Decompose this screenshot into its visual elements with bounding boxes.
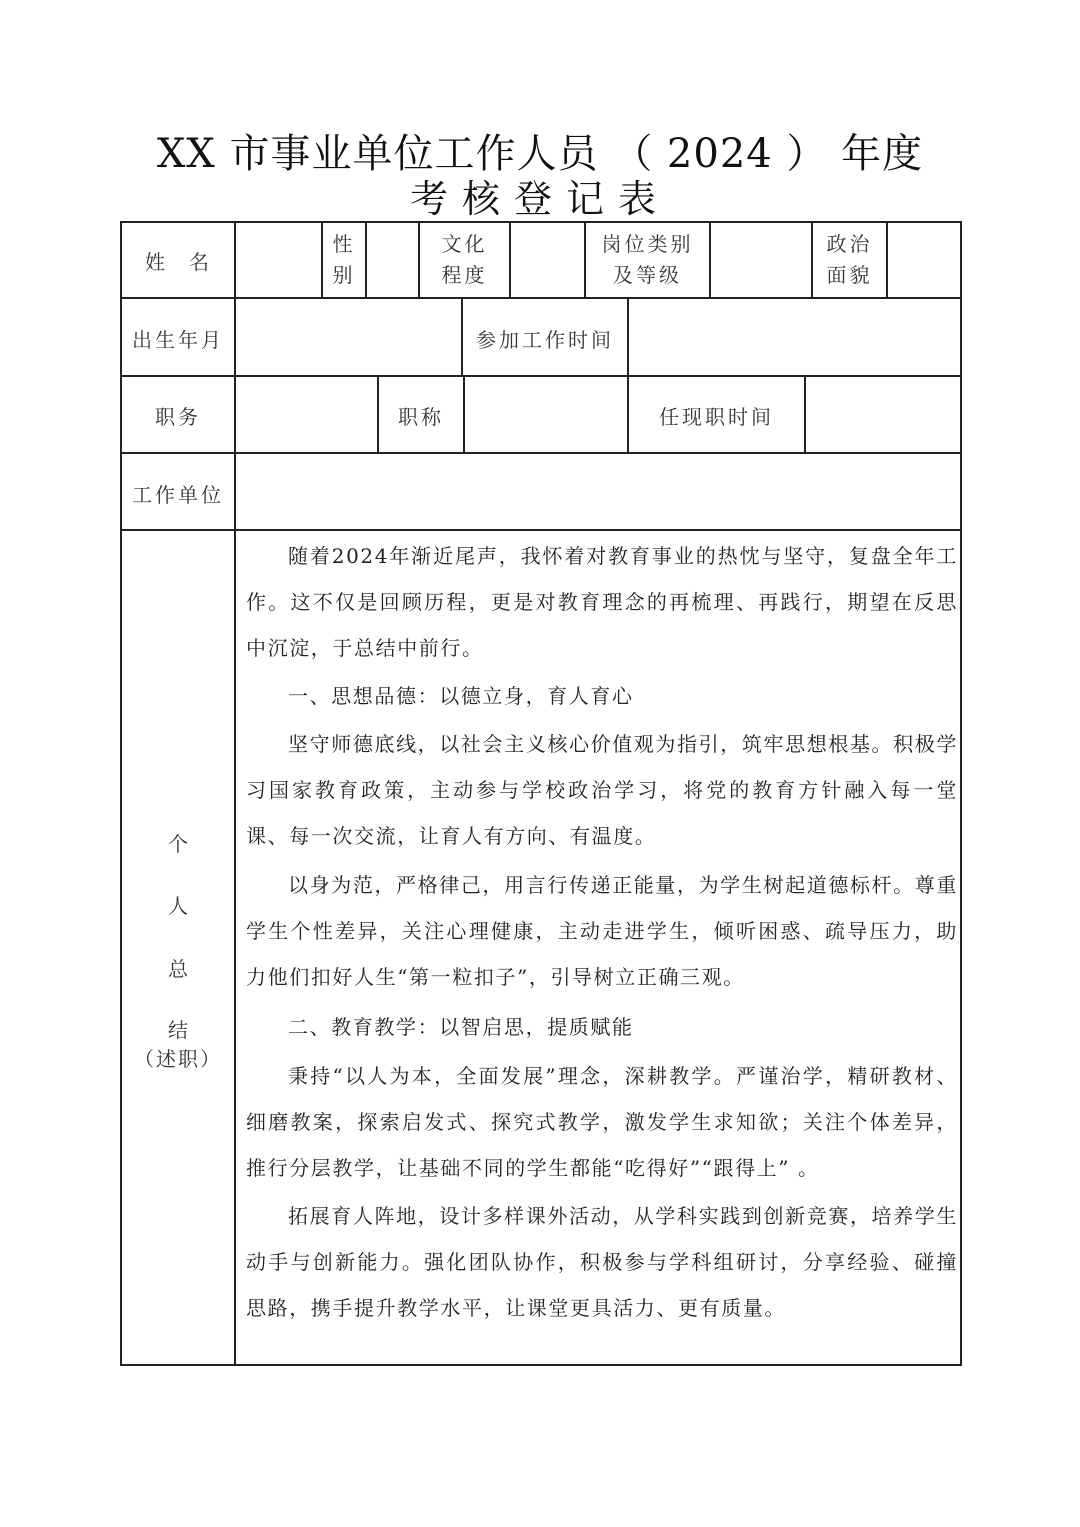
row-divider-3	[120, 452, 962, 454]
row-divider-4	[120, 529, 962, 531]
summary-heading-2: 二、教育教学：以智启思，提质赋能	[288, 1015, 634, 1039]
row1-divider-f	[709, 221, 711, 298]
row1-divider-d	[509, 221, 511, 298]
label-column-divider	[234, 221, 236, 1366]
post-level-label	[586, 229, 709, 291]
gender-label	[323, 229, 365, 291]
education-label-line1: 文化	[441, 232, 488, 256]
form-title-line2: 考核登记表	[409, 177, 670, 221]
row-divider-2	[120, 375, 962, 377]
row2-divider-b	[627, 297, 629, 376]
summary-heading-1: 一、思想品德：以德立身，育人育心	[288, 684, 634, 708]
summary-paragraph-6: 拓展育人阵地，设计多样课外活动，从学科实践到创新竞赛，培养学生动手与创新能力。强化团队协作，积极参与学科组研讨，分享经验、碰撞思路，携手提升教学水平，让课堂更具活力、更有质量。	[246, 1204, 958, 1320]
summary-paragraph-intro: 随着2024年渐近尾声，我怀着对教育事业的热忱与坚守，复盘全年工作。这不仅是回顾历程，更是对教育理念的再梳理、再践行，期望在反思中沉淀，于总结中前行。	[246, 544, 958, 660]
summary-label-sub: （述职）	[134, 1047, 222, 1071]
education-label-line2: 程度	[441, 263, 488, 287]
form-title-line1: XX 市事业单位工作人员 （ 2024 ） 年度	[156, 131, 924, 177]
summary-paragraph-3: 以身为范，严格律己，用言行传递正能量，为学生树起道德标杆。尊重学生个性差异，关注心理健康，主动走进学生，倾听困惑、疏导压力，助力他们扣好人生“第一粒扣子”，引导树立正确三观。	[246, 873, 958, 989]
position-label: 职务	[155, 405, 201, 429]
row1-divider-b	[365, 221, 367, 298]
summary-label-char-3: 总	[168, 957, 188, 981]
post-level-label-line2: 及等级	[613, 263, 682, 287]
summary-paragraph-5: 秉持“以人为本，全面发展”理念，深耕教学。严谨治学，精研教材、细磨教案，探索启发式、探究式教学，激发学生求知欲；关注个体差异，推行分层教学，让基础不同的学生都能“吃得好”“跟得上” 。	[246, 1064, 958, 1180]
row3-divider-b	[463, 375, 465, 453]
education-label	[420, 229, 509, 291]
gender-label-line2: 别	[332, 263, 356, 287]
row1-divider-h	[886, 221, 888, 298]
row-divider-1	[120, 297, 962, 299]
summary-label-char-4: 结	[168, 1018, 188, 1042]
summary-paragraph-2: 坚守师德底线，以社会主义核心价值观为指引，筑牢思想根基。积极学习国家教育政策，主动参与学校政治学习，将党的教育方针融入每一堂课、每一次交流，让育人有方向、有温度。	[246, 732, 958, 848]
birth-date-label: 出生年月	[132, 328, 224, 352]
gender-label-line1: 性	[332, 232, 356, 256]
professional-title-label: 职称	[398, 405, 444, 429]
summary-label-char-2: 人	[168, 894, 188, 918]
political-status-label-line1: 政治	[826, 232, 873, 256]
post-level-label-line1: 岗位类别	[601, 232, 694, 256]
political-status-label	[813, 229, 886, 291]
name-label: 姓 名	[145, 250, 211, 274]
row3-divider-d	[804, 375, 806, 453]
tenure-date-label: 任现职时间	[659, 405, 774, 429]
political-status-label-line2: 面貌	[826, 263, 873, 287]
work-start-date-label: 参加工作时间	[476, 328, 614, 352]
work-unit-label: 工作单位	[132, 483, 224, 507]
summary-label-char-1: 个	[168, 832, 188, 856]
